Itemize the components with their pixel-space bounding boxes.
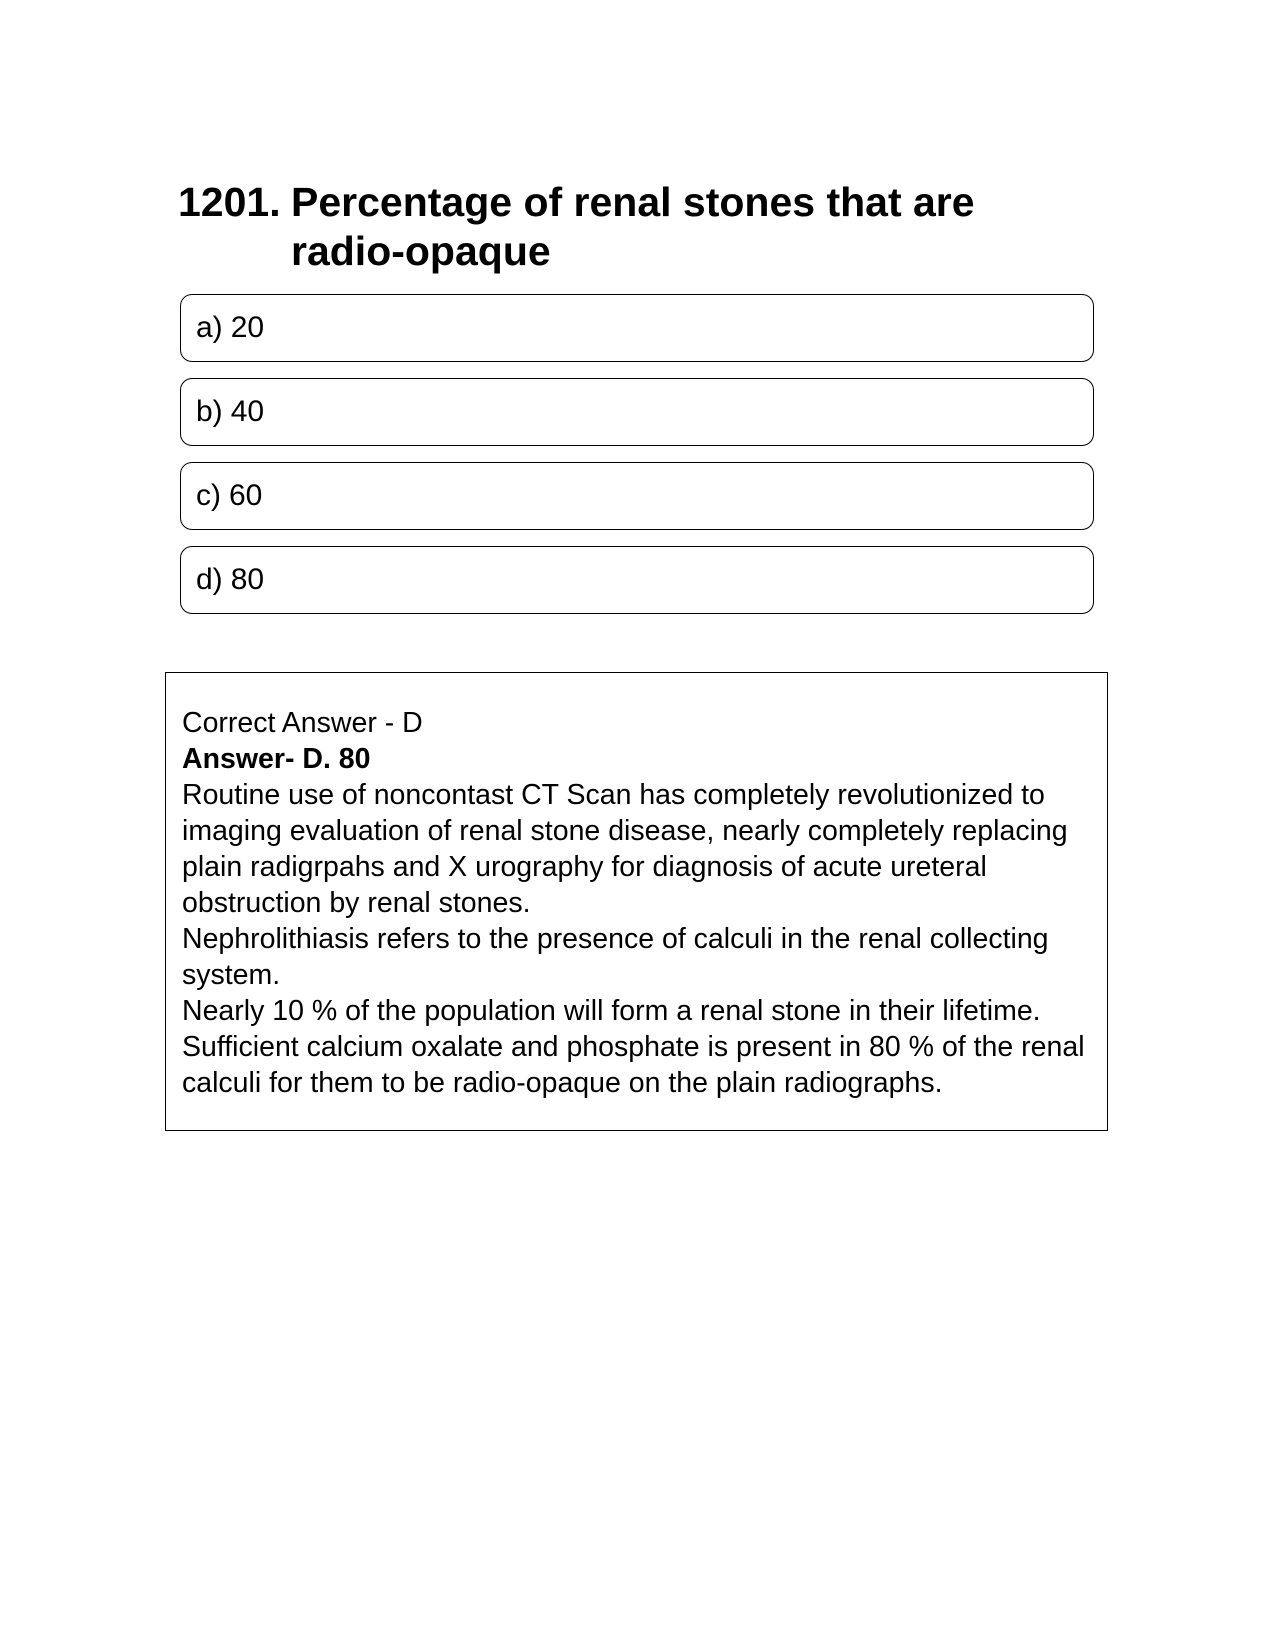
question-text: Percentage of renal stones that are radio-opaque [291,179,975,274]
option-value: 40 [230,395,265,428]
answer-explanation-box [165,672,1108,1131]
explanation-paragraph: Nephrolithiasis refers to the presence of calculi in the renal collecting system. [182,923,1049,991]
correct-answer-line: Correct Answer - D [182,707,423,739]
option-d[interactable] [180,546,1094,614]
option-c[interactable] [180,462,1094,530]
option-b[interactable] [180,378,1094,446]
option-letter: d) [196,563,223,596]
option-letter: a) [196,311,223,344]
option-value: 60 [229,479,263,512]
option-letter: b) [196,395,223,428]
option-a[interactable] [180,294,1094,362]
explanation-paragraph: Nearly 10 % of the population will form a renal stone in their lifetime. [182,995,1041,1027]
options-list [180,294,1094,630]
question-number: 1201. [178,179,281,225]
option-value: 20 [230,311,265,344]
explanation-paragraph: Routine use of noncontast CT Scan has completely revolutionized to imaging evaluation of renal stone disease, nearly completely replacing plain radigrpahs and X urography for diagnosis of acute ureteral obstruction by renal stones. [182,779,1068,919]
answer-line: Answer- D. 80 [182,743,371,775]
question-heading [178,178,1058,276]
explanation-paragraph: Sufficient calcium oxalate and phosphate is present in 80 % of the renal calculi for them to be radio-opaque on the plain radiographs. [182,1031,1085,1099]
option-value: 80 [230,563,265,596]
option-letter: c) [196,479,221,512]
